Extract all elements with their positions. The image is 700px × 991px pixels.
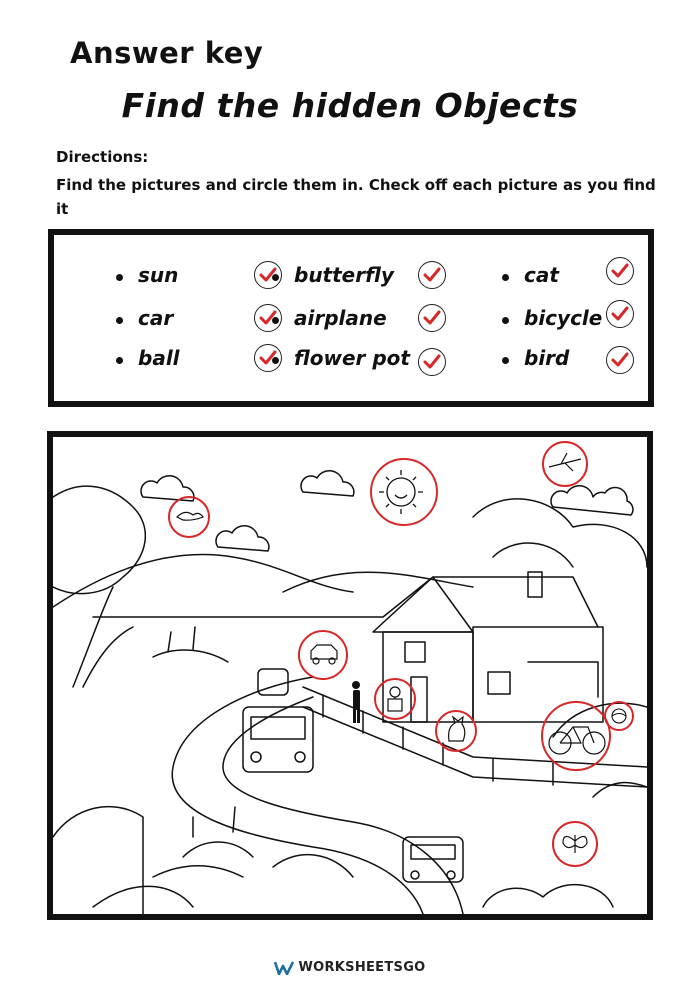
cat-icon <box>449 717 465 741</box>
airplane-icon <box>549 453 581 471</box>
bird-icon <box>177 512 203 520</box>
brand-name: WORKSHEETSGO <box>298 960 426 975</box>
page-title: Find the hidden Objects <box>121 86 579 125</box>
bullet-icon <box>272 317 279 324</box>
item-label: car <box>138 306 174 330</box>
bush-outline-left <box>53 807 143 914</box>
water-lilies-outline <box>93 807 353 907</box>
item-label: ball <box>138 346 180 370</box>
check-mark-icon[interactable] <box>418 261 446 289</box>
flower-pot-icon <box>388 687 402 711</box>
check-mark-icon[interactable] <box>606 346 634 374</box>
bullet-icon <box>502 357 509 364</box>
bullet-icon <box>116 274 123 281</box>
worksheetsgo-logo-icon <box>274 961 294 975</box>
directions-label: Directions: <box>56 148 149 166</box>
item-label: flower pot <box>294 346 410 370</box>
item-label: airplane <box>294 306 387 330</box>
bullet-icon <box>502 274 509 281</box>
cloud-icon <box>301 471 354 496</box>
bullet-icon <box>116 317 123 324</box>
car-found-circle <box>299 631 347 679</box>
airplane-found-circle <box>543 442 587 486</box>
check-mark-icon[interactable] <box>418 348 446 376</box>
footer-brand <box>0 960 700 975</box>
hill-outline <box>53 554 353 607</box>
hidden-objects-picture <box>47 431 653 920</box>
item-label: sun <box>138 263 179 287</box>
bullet-icon <box>502 317 509 324</box>
check-mark-icon[interactable] <box>606 300 634 328</box>
bullet-icon <box>272 274 279 281</box>
pond-plants-outline <box>153 627 228 662</box>
bullet-icon <box>272 357 279 364</box>
bush-outline <box>483 885 613 907</box>
checklist-box <box>48 229 654 407</box>
hill-outline-2 <box>283 572 473 592</box>
cloud-icon <box>551 486 633 515</box>
cat-found-circle <box>436 711 476 751</box>
sun-icon <box>379 470 423 514</box>
landscape-illustration <box>53 437 647 914</box>
directions-text: Find the pictures and circle them in. Check off each picture as you find it <box>56 176 656 218</box>
tree-outline-right <box>473 499 647 797</box>
butterfly-icon <box>563 835 587 853</box>
bullet-icon <box>116 357 123 364</box>
car-icon <box>311 645 337 664</box>
check-mark-icon[interactable] <box>418 304 446 332</box>
item-label: bird <box>524 346 570 370</box>
ball-found-circle <box>605 702 633 730</box>
item-label: butterfly <box>294 263 394 287</box>
item-label: cat <box>524 263 559 287</box>
answer-key-heading: Answer key <box>70 36 264 70</box>
item-label: bicycle <box>524 306 603 330</box>
ball-icon <box>612 709 626 723</box>
check-mark-icon[interactable] <box>606 257 634 285</box>
hiker-silhouette <box>352 681 360 723</box>
house-outline <box>373 572 603 722</box>
cloud-icon <box>216 526 269 551</box>
tree-outline-left <box>53 486 145 687</box>
